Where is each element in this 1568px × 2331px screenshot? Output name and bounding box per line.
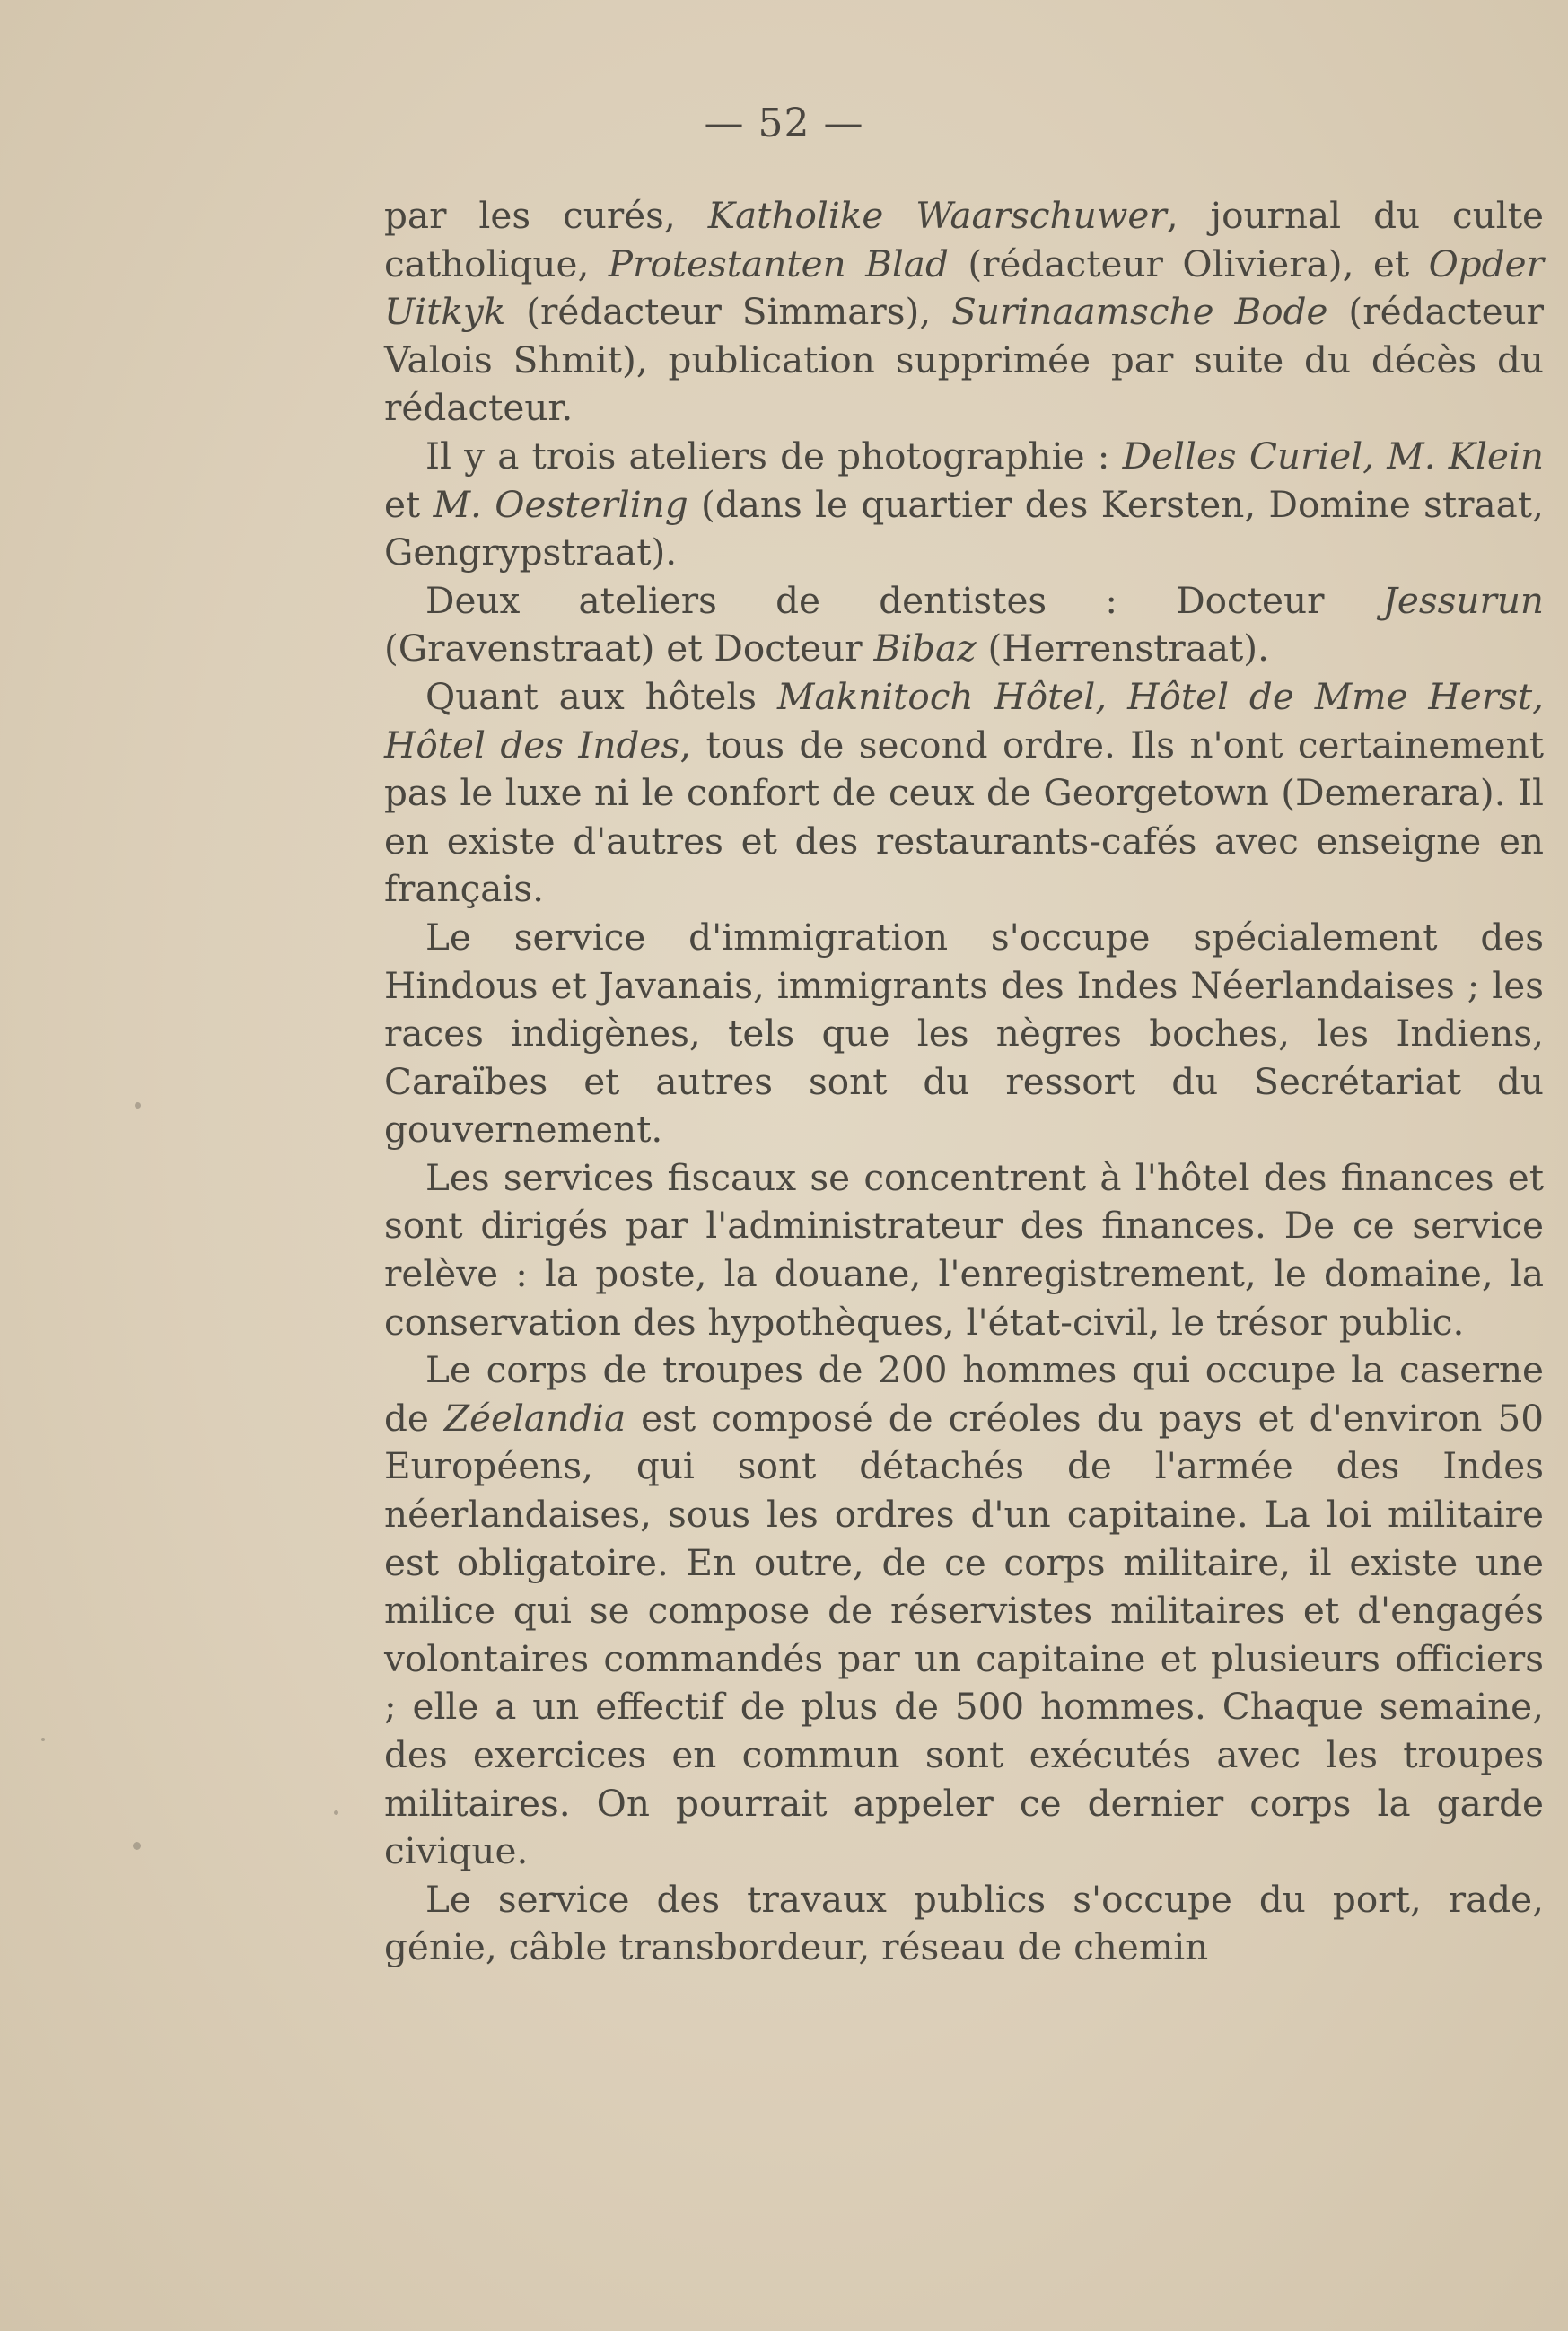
italic-name: Surinaamsche Bode — [951, 290, 1328, 334]
paragraph — [384, 192, 1544, 433]
text-run: Il y a trois ateliers de photographie : — [425, 434, 1123, 478]
text-run: (Gravenstraat) et Docteur — [384, 627, 874, 670]
text-run: , journal du culte catholique, — [384, 194, 1544, 285]
paragraph — [384, 1876, 1544, 1972]
italic-name: Maknitoch Hôtel, Hôtel de Mme Herst, Hôtel des Indes — [384, 674, 1544, 767]
paragraph — [384, 673, 1544, 914]
text-run: (rédacteur Oliviera), et — [948, 241, 1429, 285]
paragraph — [384, 1154, 1544, 1346]
body-text — [384, 192, 1544, 1972]
italic-name: Jessurun — [1382, 578, 1544, 622]
text-run: Le corps de troupes de 200 hommes qui occupe la caserne de — [384, 1348, 1544, 1440]
text-run: Le service des travaux publics s'occupe du port, rade, génie, câble transbordeur, réseau de chemin — [384, 1877, 1544, 1969]
italic-name: Katholike Waarschuwer — [707, 194, 1167, 237]
italic-name: M. Oesterling — [433, 482, 688, 526]
text-run: (dans le quartier des Kersten, Domine straat, Gengrypstraat). — [384, 482, 1544, 574]
paper-speck — [133, 1842, 141, 1850]
italic-name: Zéelandia — [443, 1396, 626, 1440]
paper-speck — [334, 1810, 338, 1815]
text-run: est composé de créoles du pays et d'environ 50 Européens, qui sont détachés de l'armée des Indes néerlandaises, sous les ordres d'un capitaine. La loi militaire est obligatoire. En outre, de ce corps militaire, il existe une milice qui se compose de réservistes militaires et d'engagés volontaires commandés par un capitaine et plusieurs officiers ; elle a un effectif de plus de 500 hommes. Chaque semaine, des exercices en commun sont exécutés avec les troupes militaires. On pourrait appeler ce dernier corps la garde civique. — [384, 1396, 1544, 1873]
text-run: Deux ateliers de dentistes : Docteur — [425, 578, 1383, 622]
italic-name: Opder Uitkyk — [384, 241, 1544, 334]
italic-name: Bibaz — [873, 627, 977, 670]
text-run: (rédacteur Valois Shmit), publication supprimée par suite du décès du rédacteur. — [384, 290, 1544, 430]
paper-speck — [41, 1738, 45, 1741]
paragraph — [384, 914, 1544, 1154]
paragraph — [384, 577, 1544, 673]
italic-name: Delles Curiel, M. Klein — [1122, 434, 1544, 478]
text-run: , tous de second ordre. Ils n'ont certainement pas le luxe ni le confort de ceux de Georgetown (Demerara). Il en existe d'autres et des restaurants-cafés avec enseigne en français. — [384, 723, 1544, 911]
page-number: — 52 — — [704, 101, 864, 146]
text-run: (rédacteur Simmars), — [505, 290, 952, 334]
text-run: Le service d'immigration s'occupe spécialement des Hindous et Javanais, immigrants des Indes Néerlandaises ; les races indigènes, tels que les nègres boches, les Indiens, Caraïbes et autres sont du ressort du Secrétariat du gouvernement. — [384, 915, 1544, 1152]
text-run: par les curés, — [384, 194, 708, 237]
paragraph — [384, 433, 1544, 577]
paper-speck — [135, 1102, 141, 1109]
italic-name: Protestanten Blad — [608, 241, 949, 285]
text-run: Les services fiscaux se concentrent à l'hôtel des finances et sont dirigés par l'administrateur des finances. De ce service relève : la poste, la douane, l'enregistrement, le domaine, la conservation des hypothèques, l'état-civil, le trésor public. — [384, 1155, 1544, 1344]
paragraph — [384, 1346, 1544, 1876]
text-run: Quant aux hôtels — [425, 674, 777, 718]
text-run: (Herrenstraat). — [976, 627, 1269, 670]
text-run: et — [384, 482, 434, 526]
